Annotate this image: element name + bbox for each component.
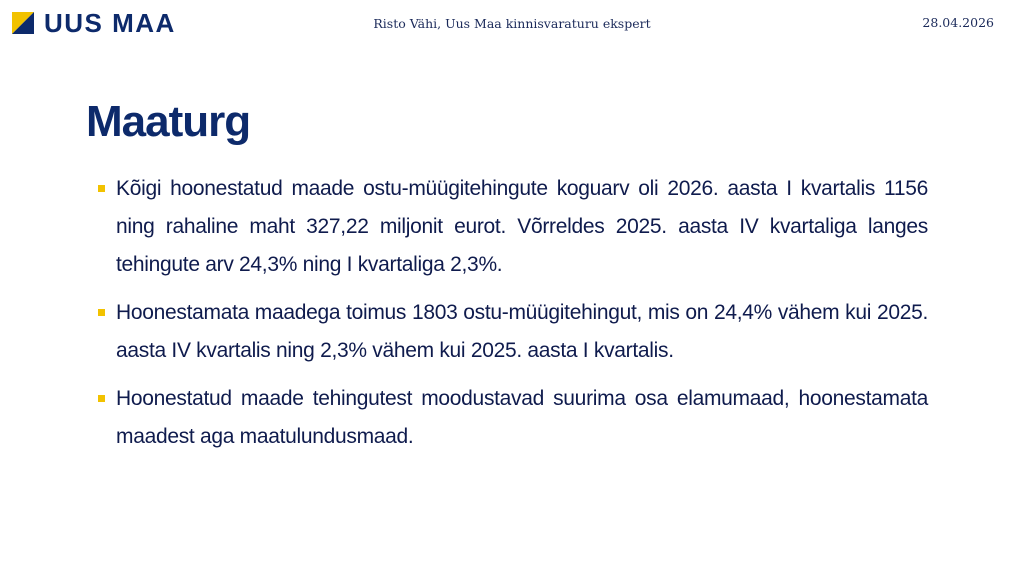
- bullet-list: [96, 170, 928, 466]
- bullet-text: Hoonestamata maadega toimus 1803 ostu-müügitehingut, mis on 24,4% vähem kui 2025. aasta IV kvartalis ning 2,3% vähem kui 2025. aasta I kvartalis.: [116, 301, 928, 362]
- header-author: Risto Vähi, Uus Maa kinnisvaraturu ekspert: [373, 16, 651, 31]
- bullet-item: [96, 294, 928, 370]
- logo-text: UUS MAA: [44, 8, 176, 38]
- bullet-item: [96, 170, 928, 284]
- page-title: Maaturg: [86, 97, 251, 146]
- bullet-text: Hoonestatud maade tehingutest moodustavad suurima osa elamumaad, hoonestamata maadest aga maatulundusmaad.: [116, 387, 928, 448]
- header-date: 28.04.2026: [922, 15, 994, 30]
- bullet-item: [96, 380, 928, 456]
- bullet-square-icon: [98, 185, 105, 192]
- bullet-text: Kõigi hoonestatud maade ostu-müügitehingute koguarv oli 2026. aasta I kvartalis 1156 ning rahaline maht 327,22 miljonit eurot. Võrreldes 2025. aasta IV kvartaliga langes tehingute arv 24,3% ning I kvartaliga 2,3%.: [116, 177, 928, 276]
- bullet-square-icon: [98, 395, 105, 402]
- bullet-square-icon: [98, 309, 105, 316]
